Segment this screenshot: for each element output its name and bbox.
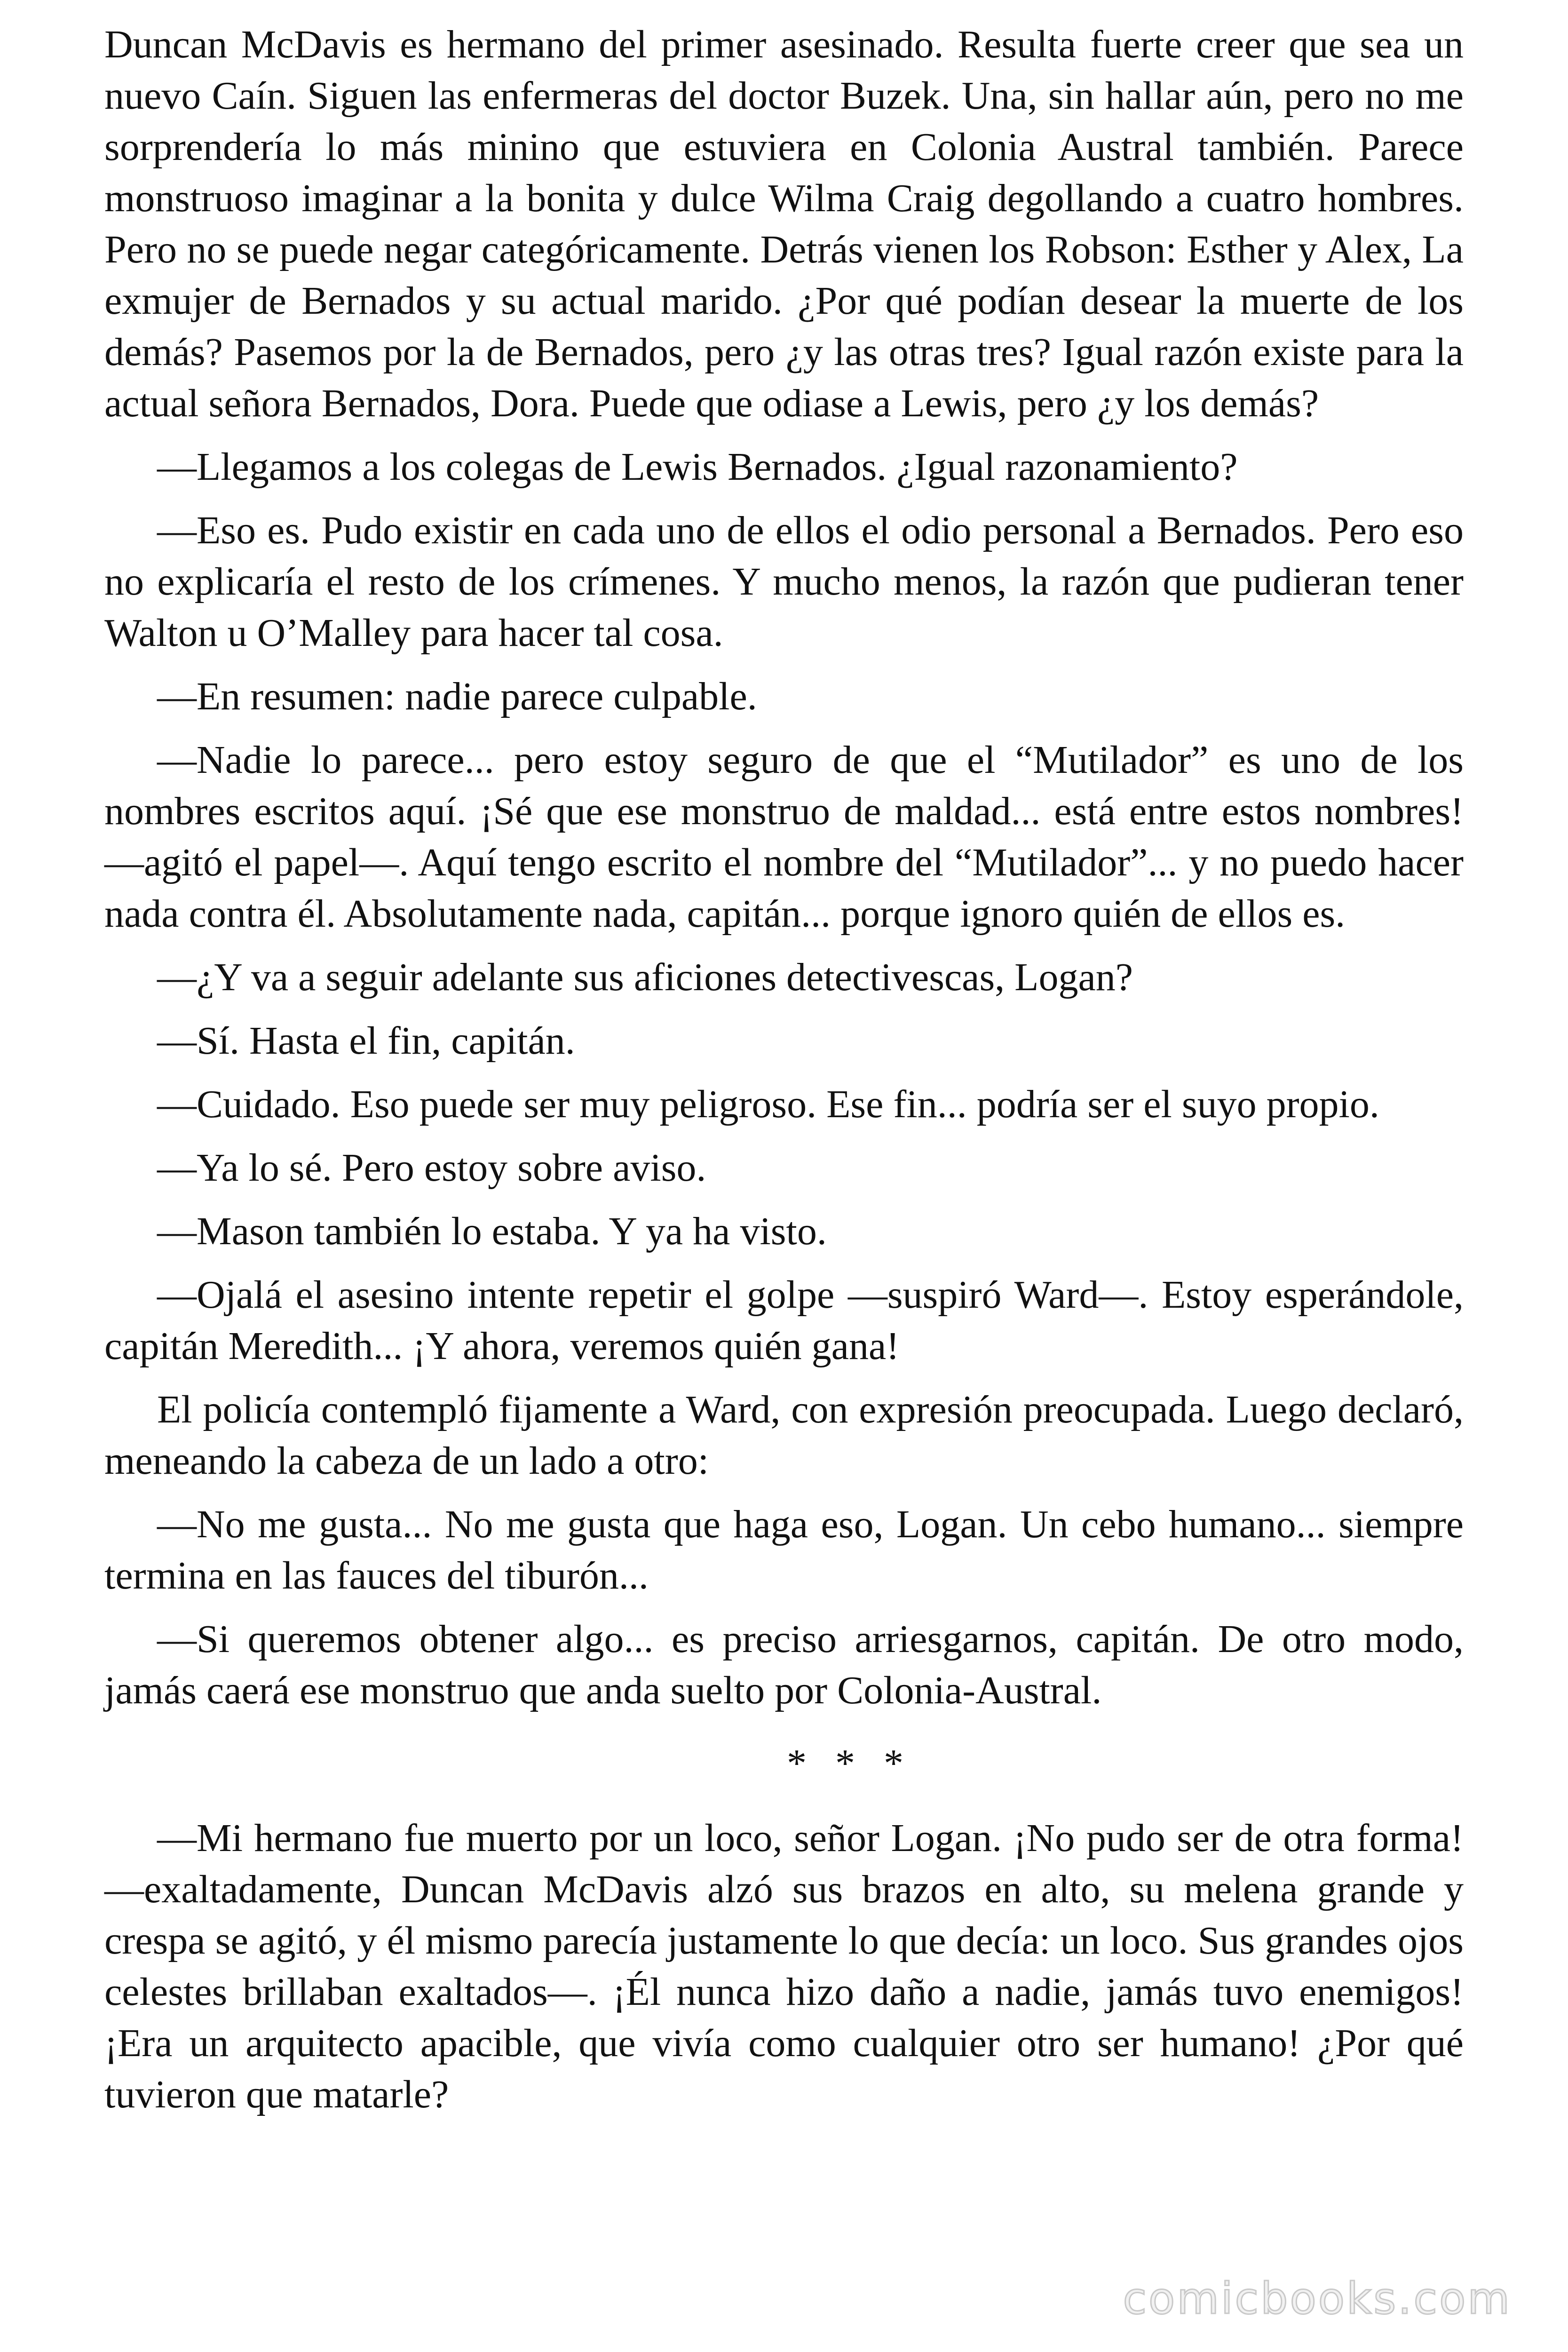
paragraph: —Cuidado. Eso puede ser muy peligroso. Ese fin... podría ser el suyo propio. bbox=[157, 1082, 1379, 1126]
paragraph: —Eso es. Pudo existir en cada uno de ellos el odio personal a Bernados. Pero eso no explicaría el resto de los crímenes. Y mucho menos, la razón que pudieran tener Walton u O’Malley para hacer tal cosa. bbox=[104, 509, 1464, 655]
paragraph: —¿Y va a seguir adelante sus aficiones detectivescas, Logan? bbox=[157, 955, 1133, 999]
paragraph: —Llegamos a los colegas de Lewis Bernados. ¿Igual razonamiento? bbox=[157, 445, 1238, 489]
paragraph: —Mason también lo estaba. Y ya ha visto. bbox=[157, 1209, 827, 1253]
paragraph: —No me gusta... No me gusta que haga eso, Logan. Un cebo humano... siempre termina en las fauces del tiburón... bbox=[104, 1502, 1464, 1597]
paragraph: —Sí. Hasta el fin, capitán. bbox=[157, 1019, 575, 1063]
book-page bbox=[104, 19, 1464, 2132]
watermark: comicbooks.com bbox=[1123, 2273, 1512, 2324]
paragraph: —Ya lo sé. Pero estoy sobre aviso. bbox=[157, 1146, 706, 1190]
paragraph: —Nadie lo parece... pero estoy seguro de que el “Mutilador” es uno de los nombres escritos aquí. ¡Sé que ese monstruo de maldad... está entre estos nombres! —agitó el papel—. Aquí tengo escrito el nombre del “Mutilador”... y no puedo hacer nada contra él. Absolutamente nada, capitán... porque ignoro quién de ellos es. bbox=[104, 738, 1464, 936]
paragraph: —Si queremos obtener algo... es preciso arriesgarnos, capitán. De otro modo, jamás caerá ese monstruo que anda suelto por Colonia-Austral. bbox=[104, 1617, 1464, 1712]
paragraph: —Ojalá el asesino intente repetir el golpe —suspiró Ward—. Estoy esperándole, capitán Meredith... ¡Y ahora, veremos quién gana! bbox=[104, 1273, 1464, 1368]
paragraph: —Mi hermano fue muerto por un loco, señor Logan. ¡No pudo ser de otra forma! —exaltadamente, Duncan McDavis alzó sus brazos en alto, su melena grande y crespa se agitó, y él mismo parecía justamente lo que decía: un loco. Sus grandes ojos celestes brillaban exaltados—. ¡Él nunca hizo daño a nadie, jamás tuvo enemigos! ¡Era un arquitecto apacible, que vivía como cualquier otro ser humano! ¿Por qué tuvieron que matarle? bbox=[104, 1816, 1464, 2116]
paragraph: —En resumen: nadie parece culpable. bbox=[157, 675, 757, 718]
paragraph: Duncan McDavis es hermano del primer asesinado. Resulta fuerte creer que sea un nuevo Caín. Siguen las enfermeras del doctor Buzek. Una, sin hallar aún, pero no me sorprendería lo más minino que estuviera en Colonia Austral también. Parece monstruoso imaginar a la bonita y dulce Wilma Craig degollando a cuatro hombres. Pero no se puede negar categóricamente. Detrás vienen los Robson: Esther y Alex, La exmujer de Bernados y su actual marido. ¿Por qué podían desear la muerte de los demás? Pasemos por la de Bernados, pero ¿y las otras tres? Igual razón existe para la actual señora Bernados, Dora. Puede que odiase a Lewis, pero ¿y los demás? bbox=[104, 23, 1464, 425]
paragraph: El policía contempló fijamente a Ward, con expresión preocupada. Luego declaró, meneando la cabeza de un lado a otro: bbox=[104, 1388, 1464, 1483]
scene-break-separator: * * * bbox=[787, 1741, 903, 1785]
